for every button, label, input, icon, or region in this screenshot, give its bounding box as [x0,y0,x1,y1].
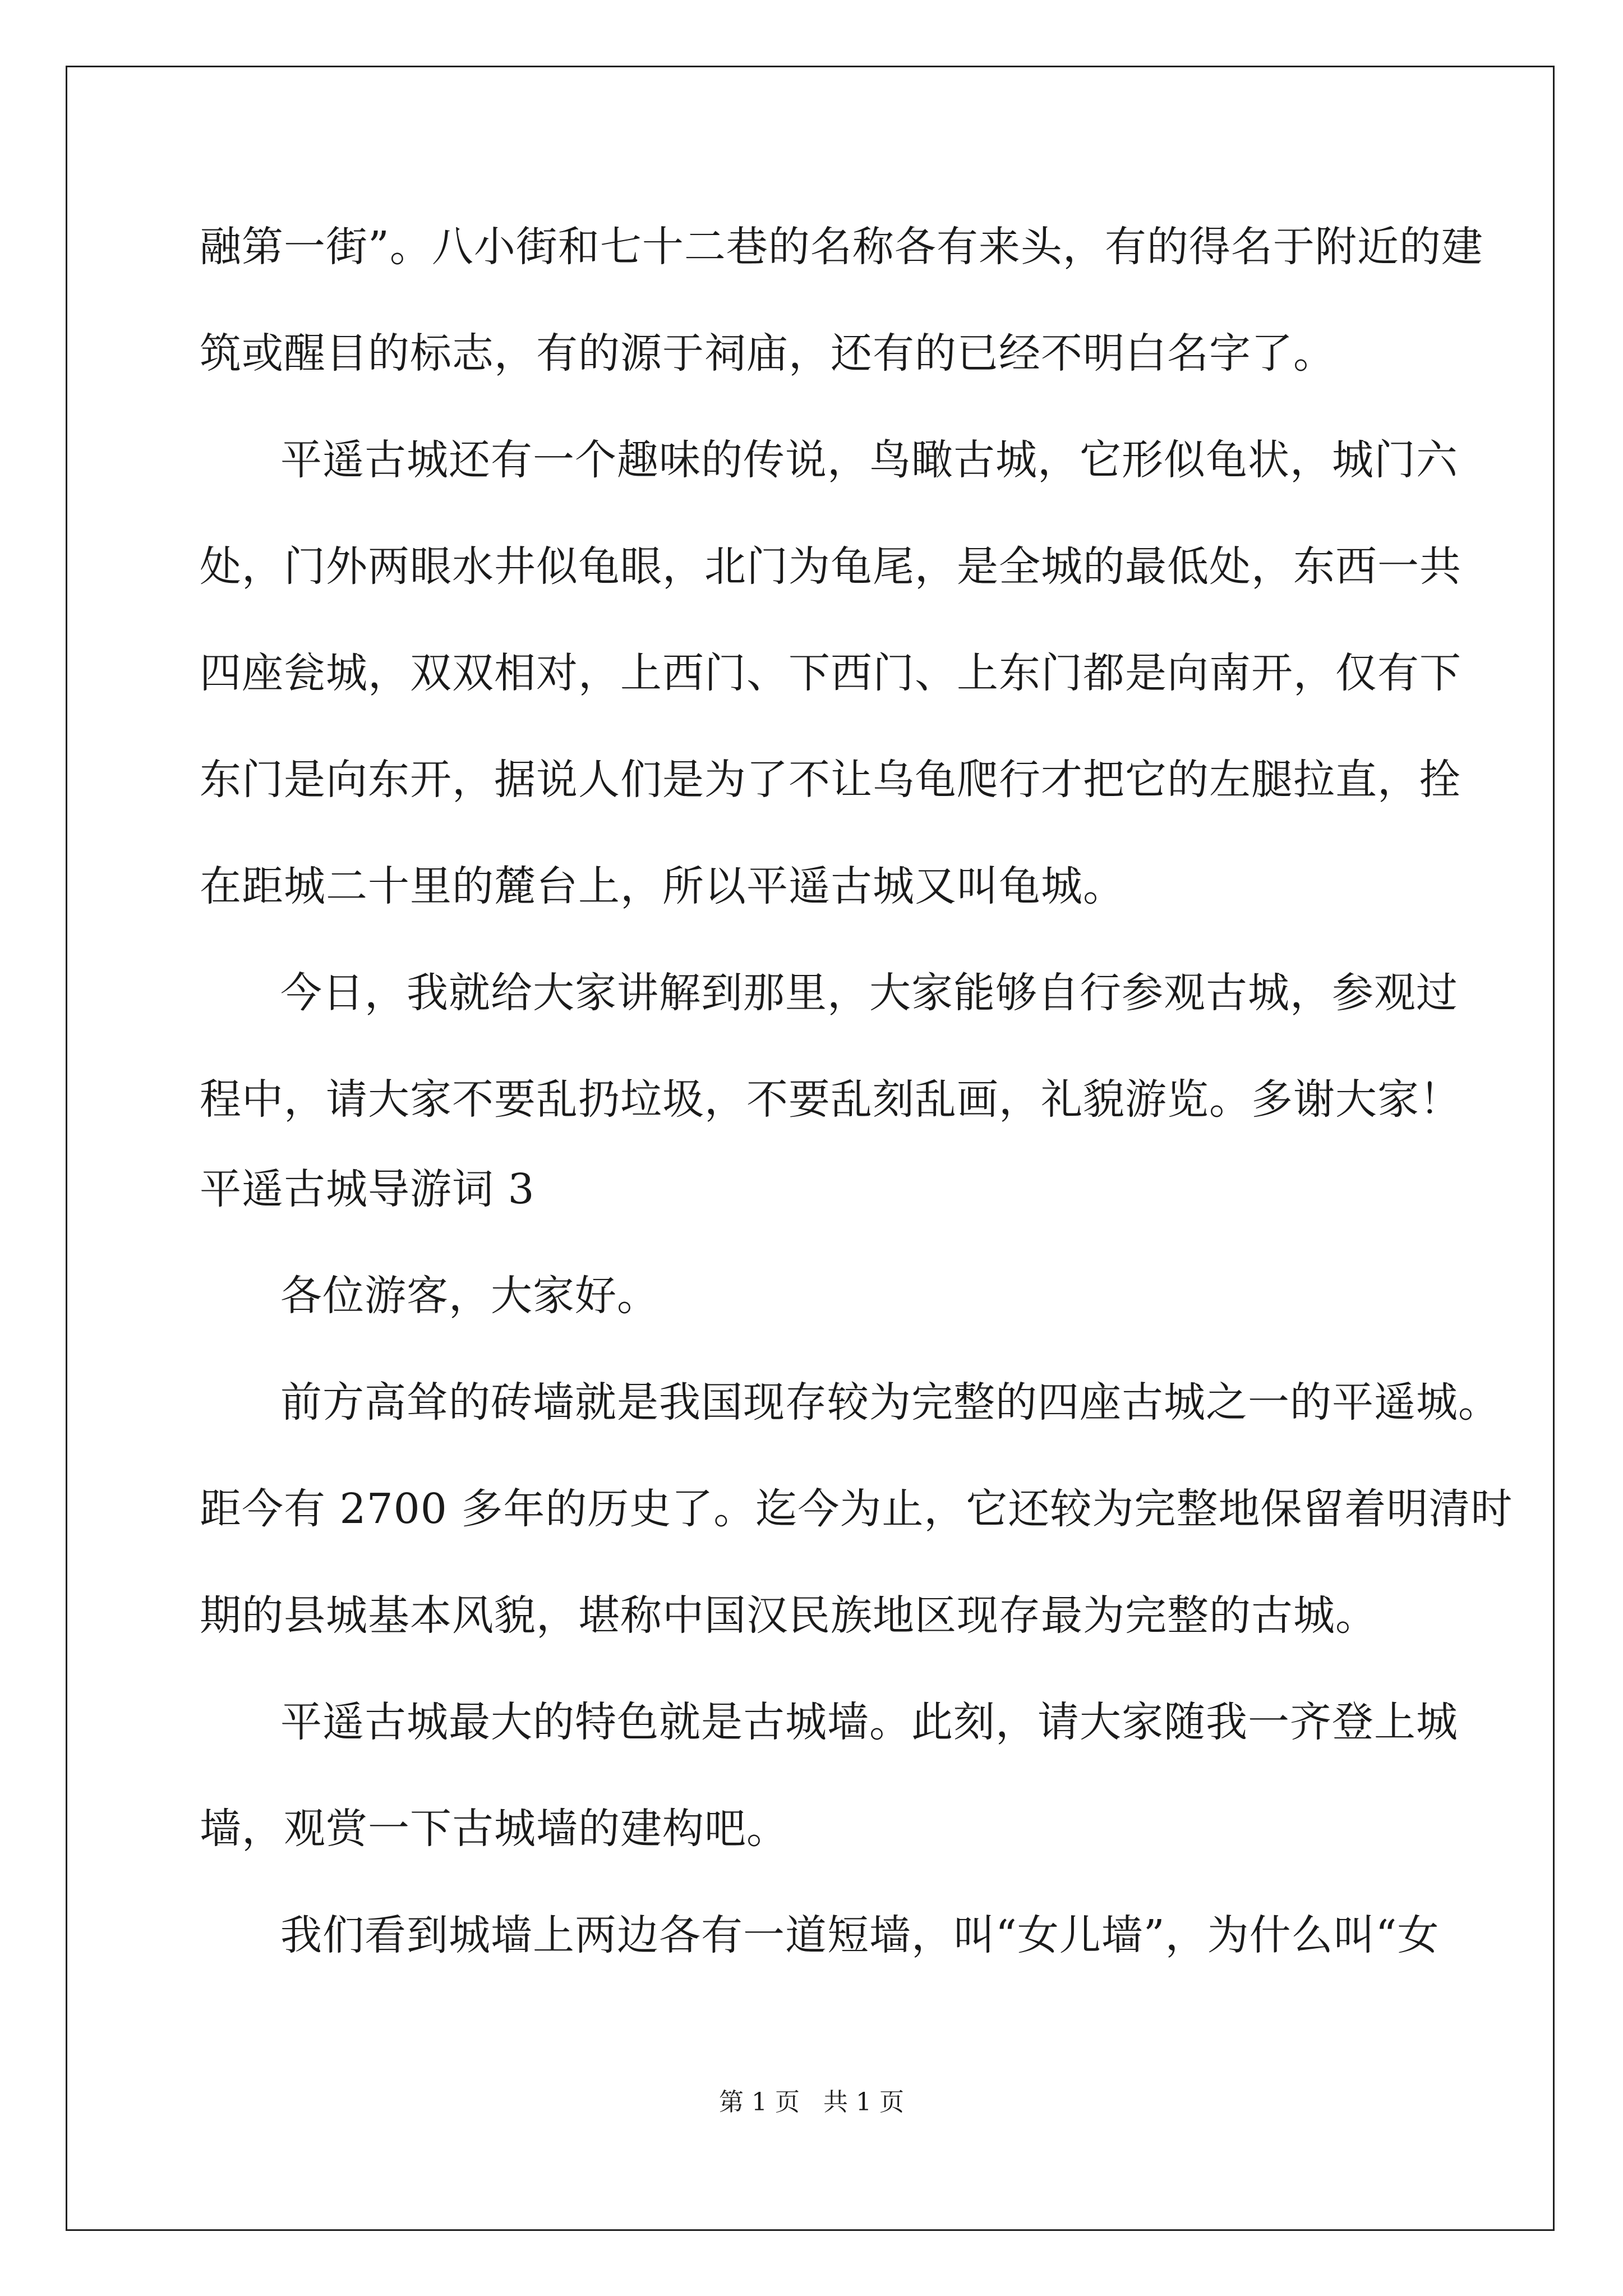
body-text-line: 程中，请大家不要乱扔垃圾，不要乱刻乱画，礼貌游览。多谢大家！ [200,1075,1461,1124]
paragraph-start-line: 我们看到城墙上两边各有一道短墙，叫“女儿墙”，为什么叫“女 [280,1911,1440,1959]
page-number-footer: 第 1 页 共 1 页 [719,2088,904,2116]
body-text-line: 在距城二十里的麓台上，所以平遥古城又叫龟城。 [200,862,1125,910]
body-text-line: 墙，观赏一下古城墙的建构吧。 [200,1805,789,1853]
paragraph-start-line: 平遥古城还有一个趣味的传说，鸟瞰古城，它形似龟状，城门六 [280,436,1458,484]
paragraph-start-line: 前方高耸的砖墙就是我国现存较为完整的四座古城之一的平遥城。 [280,1378,1500,1427]
body-text-line: 筑或醒目的标志，有的源于祠庙，还有的已经不明白名字了。 [200,329,1335,378]
paragraph-start-line: 今日，我就给大家讲解到那里，大家能够自行参观古城，参观过 [280,969,1458,1017]
section-heading: 平遥古城导游词 3 [200,1165,535,1213]
body-text-line: 东门是向东开，据说人们是为了不让乌龟爬行才把它的左腿拉直，拴 [200,756,1461,804]
paragraph-start-line: 平遥古城最大的特色就是古城墙。此刻，请大家随我一齐登上城 [280,1698,1458,1746]
body-text-line: 处，门外两眼水井似龟眼，北门为龟尾，是全城的最低处，东西一共 [200,542,1461,591]
body-text-line: 四座瓮城，双双相对，上西门、下西门、上东门都是向南开，仅有下 [200,649,1461,697]
page-border [66,66,1555,2231]
body-text-line: 距今有 2700 多年的历史了。迄今为止，它还较为完整地保留着明清时 [200,1485,1513,1533]
paragraph-start-line: 各位游客，大家好。 [280,1272,659,1320]
body-text-line: 期的县城基本风貌，堪称中国汉民族地区现存最为完整的古城。 [200,1591,1377,1640]
body-text-line: 融第一街”。八小街和七十二巷的名称各有来头，有的得名于附近的建 [200,223,1483,271]
